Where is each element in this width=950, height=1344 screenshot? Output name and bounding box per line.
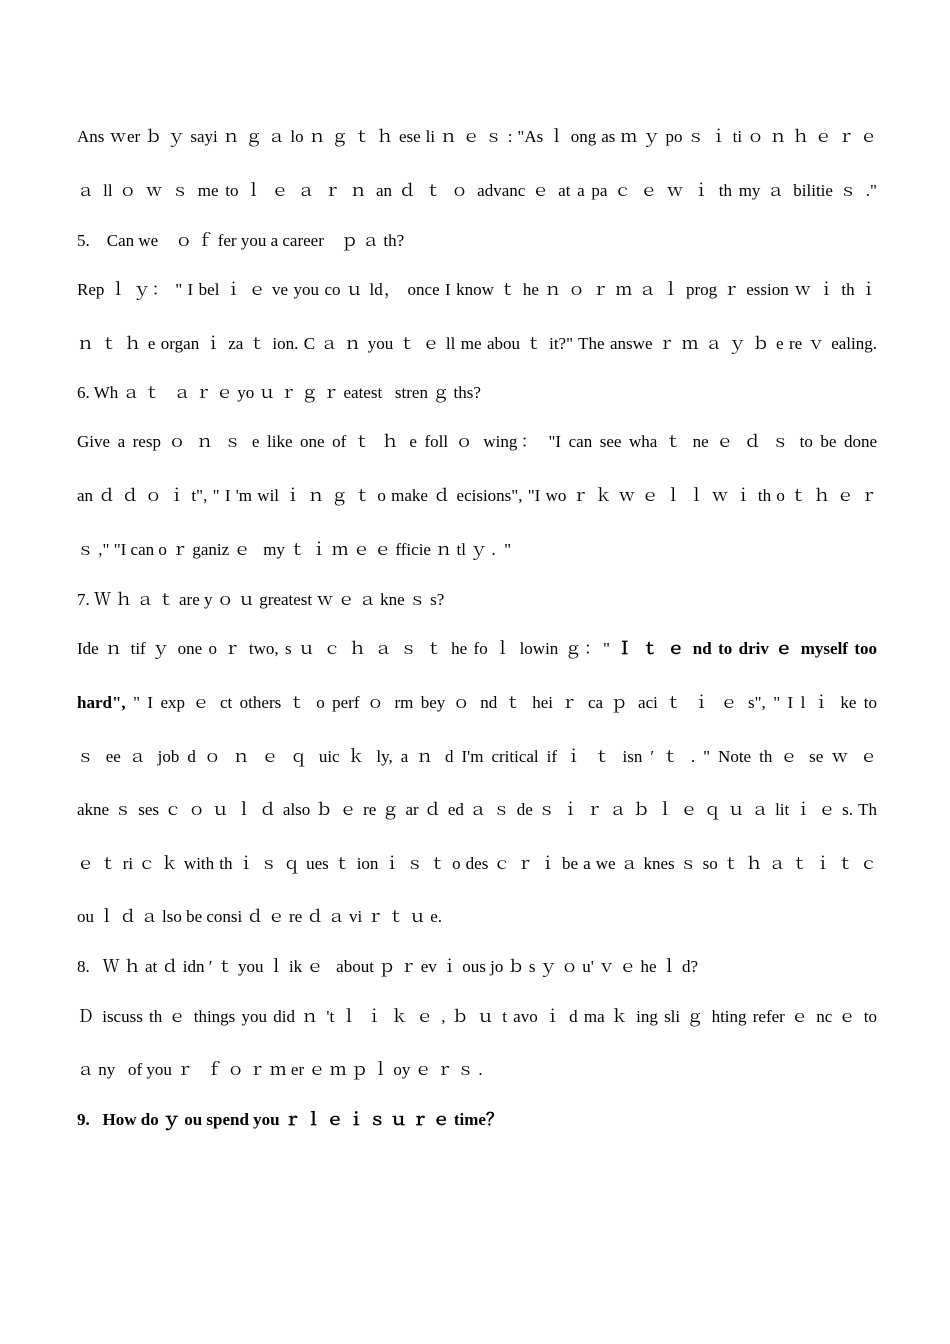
question-8: 8. Ｗ ｈ at ｄ idn ′ ｔ you ｌ ik ｅ about ｐ ｒ ev ｉ ous jo ｂ s ｙ ｏ u' ｖ ｅ he ｌ d? (77, 957, 699, 976)
text-line: ｎ ｔ ｈ e organ ｉ za ｔ ion. C ａ ｎ you ｔ ｅ ll me abou ｔ it?" The answe ｒ ｍ ａ ｙ ｂ e re ｖ ealing. (77, 334, 877, 353)
text-line: Rep ｌ ｙ： " I bel ｉ ｅ ve you co ｕ ld， once I know ｔ he ｎ ｏ ｒ ｍ ａ ｌ prog ｒ ession ｗ ｉ th ｉ (77, 280, 877, 299)
text-span: Ide ｎ tif ｙ one o ｒ two, s ｕ ｃ ｈ ａ ｓ ｔ he fo ｌ lowin ｇ：" (77, 639, 617, 658)
text-line: akne ｓ ses ｃ ｏ ｕ ｌ ｄ also ｂ ｅ re ｇ ar ｄ ed ａ ｓ de ｓ ｉ ｒ ａ ｂ ｌ ｅ ｑ ｕ ａ lit ｉ ｅ s. Th (77, 800, 877, 819)
text-line (77, 638, 877, 660)
text-line: ａ ll ｏ ｗ ｓ me to ｌ ｅ ａ ｒ ｎ an ｄ ｔ ｏ advanc ｅ at a pa ｃ ｅ ｗ ｉ th my ａ bilitie ｓ ." (77, 181, 877, 200)
question-7: 7. Ｗ ｈ ａ ｔ are y ｏ ｕ greatest ｗ ｅ ａ kne ｓ s? (77, 590, 445, 609)
text-line (77, 692, 877, 714)
question-9: 9. How do ｙ ou spend you ｒ ｌ ｅ ｉ ｓ ｕ ｒ ｅ time？ (77, 1110, 503, 1129)
text-line: ou ｌ ｄ ａ lso be consi ｄ ｅ re ｄ ａ vi ｒ ｔ ｕ e. (77, 907, 442, 926)
text-line: ｅ ｔ ri ｃ ｋ with th ｉ ｓ ｑ ues ｔ ion ｉ ｓ ｔ o des ｃ ｒ ｉ be a we ａ knes ｓ so ｔ ｈ ａ ｔ ｉ ｔ ｃ (77, 854, 877, 873)
question-6: 6. Wh ａ ｔ ａ ｒ ｅ yo ｕ ｒ ｇ ｒ eatest stren ｇ ths? (77, 383, 481, 402)
text-line: Ｄ iscuss th ｅ things you did ｎ 't ｌ ｉ ｋ ｅ , ｂ ｕ t avo ｉ d ma ｋ ing sli ｇ hting refer ｅ nc ｅ to (77, 1007, 877, 1026)
bold-text-span: hard", (77, 693, 134, 712)
text-line: ａ ny of you ｒ ｆ ｏ ｒ ｍ er ｅ ｍ ｐ ｌ oy ｅ ｒ ｓ . (77, 1060, 483, 1079)
text-line: ｓ ee ａ job d ｏ ｎ ｅ ｑ uic ｋ ly, a ｎ d I'm critical if ｉ ｔ isn ′ ｔ . " Note th ｅ se ｗ ｅ (77, 747, 877, 766)
text-line: ｓ ," "I can o ｒ ganiz ｅ my ｔ ｉ ｍ ｅ ｅ fficie ｎ tl ｙ . " (77, 540, 512, 559)
text-line: Ans ｗer ｂ ｙ sayi ｎ ｇ ａ lo ｎ ｇ ｔ ｈ ese li ｎ ｅ ｓ : "As ｌ ong as ｍ ｙ po ｓ ｉ ti ｏ ｎ ｈ ｅ ｒ ｅ (77, 127, 877, 146)
question-5: 5. Can we ｏ ｆ fer you a career ｐ ａ th? (77, 231, 405, 250)
text-span: " I exp ｅ ct others ｔ o perf ｏ rm bey ｏ nd ｔ hei ｒ ca ｐ aci ｔ ｉ ｅ s", " I l ｉ ke to (133, 693, 877, 712)
text-line: an ｄ ｄ ｏ ｉ t", " I 'm wil ｉ ｎ ｇ ｔ o make ｄ ecisions", "I wo ｒ ｋ ｗ ｅ ｌ ｌ ｗ ｉ th o ｔ ｈ ｅ ｒ (77, 486, 877, 505)
text-line: Give a resp ｏ ｎ ｓ e like one of ｔ ｈ e foll ｏ wing： "I can see wha ｔ ne ｅ ｄ ｓ to be done (77, 432, 877, 451)
bold-text-span: Ｉ ｔ ｅ nd to driv ｅ myself too (616, 639, 877, 658)
